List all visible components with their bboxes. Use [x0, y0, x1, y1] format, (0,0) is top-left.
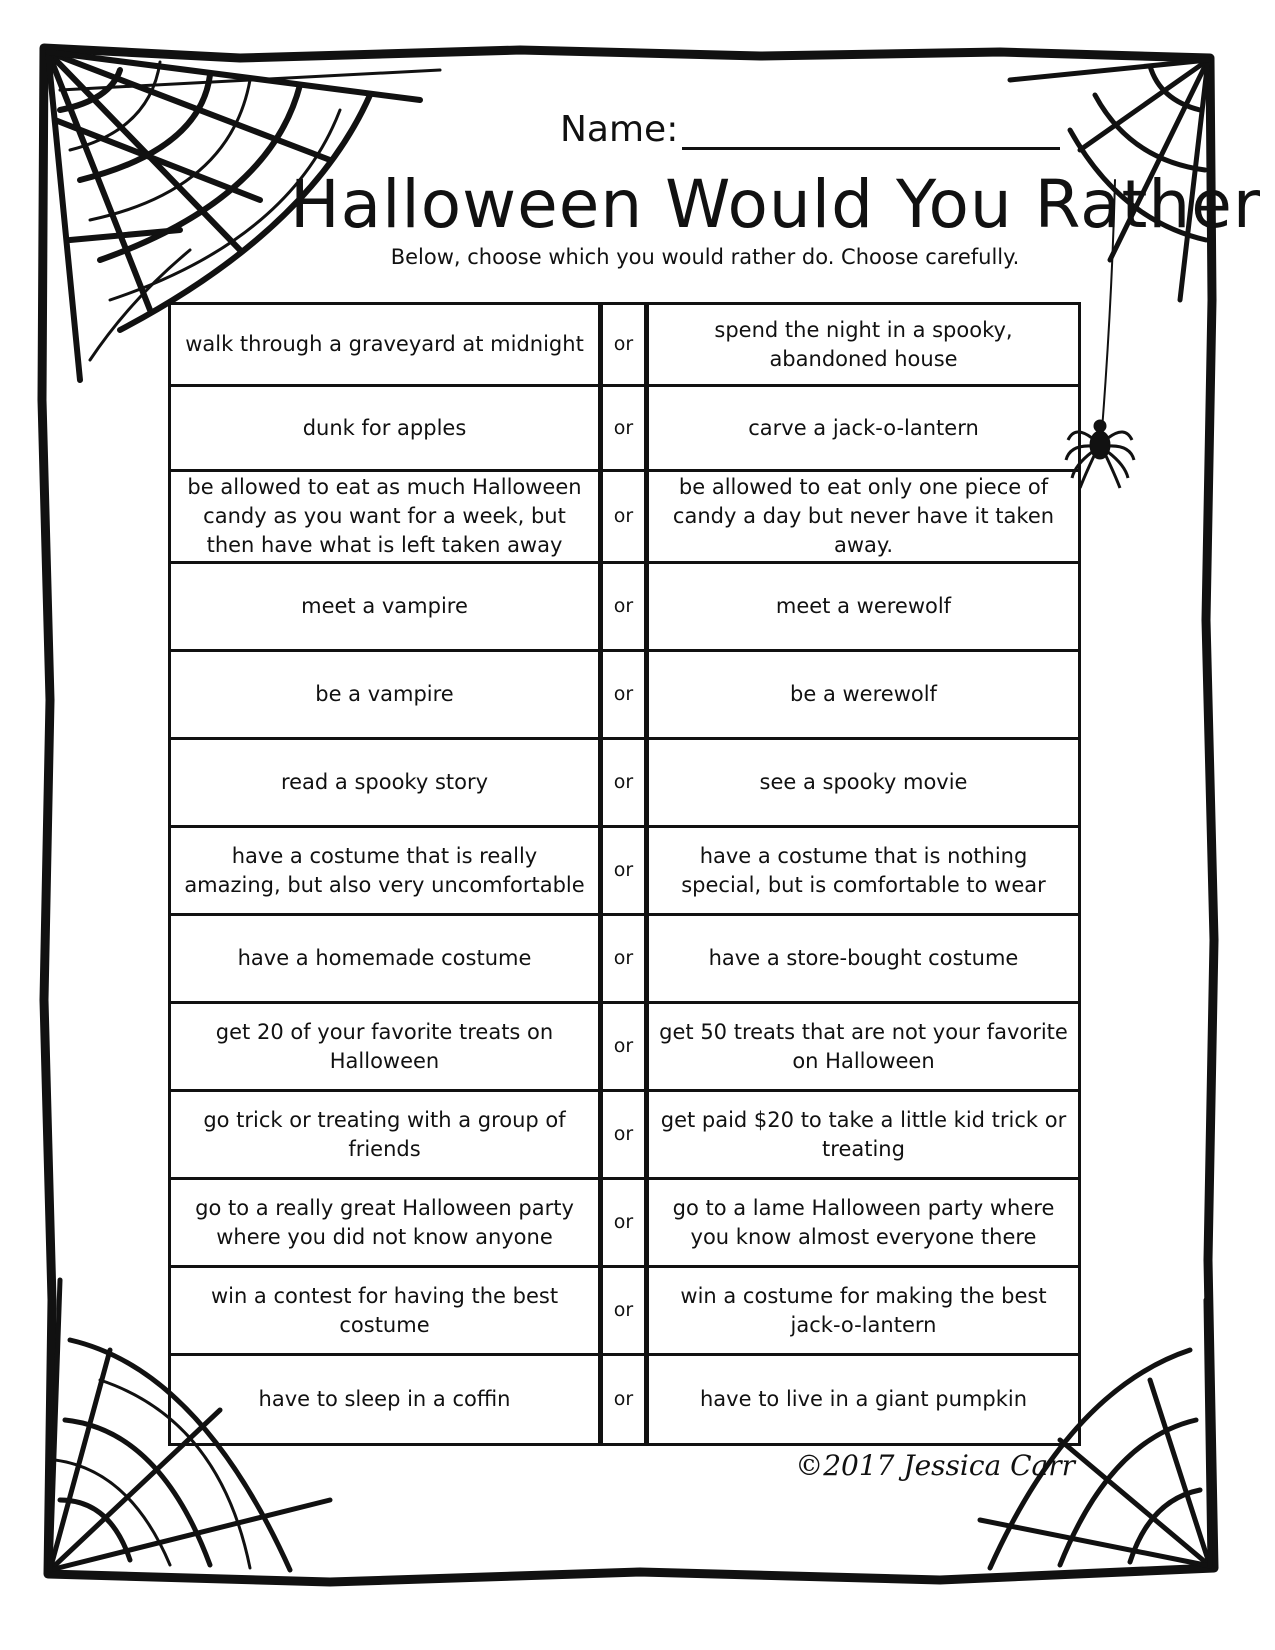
table-row [168, 916, 1081, 1004]
table-row [168, 652, 1081, 740]
name-label: Name: [560, 109, 679, 150]
or-label: or [603, 1004, 649, 1092]
option-b-cell[interactable]: be a werewolf [649, 652, 1081, 740]
or-label: or [603, 916, 649, 1004]
table-row [168, 1268, 1081, 1356]
or-label: or [603, 828, 649, 916]
table-row [168, 387, 1081, 472]
option-b-cell[interactable]: carve a jack-o-lantern [649, 387, 1081, 472]
option-a-cell[interactable]: read a spooky story [168, 740, 603, 828]
table-row [168, 564, 1081, 652]
table-row [168, 1180, 1081, 1268]
table-row [168, 1092, 1081, 1180]
or-label: or [603, 1356, 649, 1446]
option-b-cell[interactable]: get 50 treats that are not your favorite on Halloween [649, 1004, 1081, 1092]
option-b-cell[interactable]: have a costume that is nothing special, but is comfortable to wear [649, 828, 1081, 916]
table-row [168, 1356, 1081, 1446]
option-a-cell[interactable]: go trick or treating with a group of friends [168, 1092, 603, 1180]
option-b-cell[interactable]: be allowed to eat only one piece of candy a day but never have it taken away. [649, 472, 1081, 564]
option-b-cell[interactable]: see a spooky movie [649, 740, 1081, 828]
option-a-cell[interactable]: go to a really great Halloween party where you did not know anyone [168, 1180, 603, 1268]
or-label: or [603, 1180, 649, 1268]
option-a-cell[interactable]: be allowed to eat as much Halloween candy as you want for a week, but then have what is left taken away [168, 472, 603, 564]
option-b-cell[interactable]: spend the night in a spooky, abandoned house [649, 302, 1081, 387]
option-b-cell[interactable]: meet a werewolf [649, 564, 1081, 652]
option-a-cell[interactable]: have a homemade costume [168, 916, 603, 1004]
option-a-cell[interactable]: be a vampire [168, 652, 603, 740]
or-label: or [603, 472, 649, 564]
table-row [168, 828, 1081, 916]
page-title: Halloween Would You Rather [290, 166, 1261, 243]
option-a-cell[interactable]: have a costume that is really amazing, but also very uncomfortable [168, 828, 603, 916]
or-label: or [603, 740, 649, 828]
option-a-cell[interactable]: dunk for apples [168, 387, 603, 472]
choices-table [168, 302, 1081, 1446]
table-row [168, 1004, 1081, 1092]
name-field[interactable] [560, 100, 1060, 150]
option-a-cell[interactable]: have to sleep in a coffin [168, 1356, 603, 1446]
or-label: or [603, 1092, 649, 1180]
option-b-cell[interactable]: win a costume for making the best jack-o-lantern [649, 1268, 1081, 1356]
table-row [168, 302, 1081, 387]
or-label: or [603, 564, 649, 652]
option-b-cell[interactable]: go to a lame Halloween party where you know almost everyone there [649, 1180, 1081, 1268]
option-a-cell[interactable]: get 20 of your favorite treats on Halloween [168, 1004, 603, 1092]
option-a-cell[interactable]: win a contest for having the best costume [168, 1268, 603, 1356]
or-label: or [603, 387, 649, 472]
instructions: Below, choose which you would rather do. Choose carefully. [390, 245, 1020, 269]
option-b-cell[interactable]: have a store-bought costume [649, 916, 1081, 1004]
option-a-cell[interactable]: walk through a graveyard at midnight [168, 302, 603, 387]
or-label: or [603, 302, 649, 387]
or-label: or [603, 652, 649, 740]
option-a-cell[interactable]: meet a vampire [168, 564, 603, 652]
option-b-cell[interactable]: get paid $20 to take a little kid trick or treating [649, 1092, 1081, 1180]
or-label: or [603, 1268, 649, 1356]
table-row [168, 472, 1081, 564]
option-b-cell[interactable]: have to live in a giant pumpkin [649, 1356, 1081, 1446]
name-blank-line[interactable] [682, 111, 1060, 150]
table-row [168, 740, 1081, 828]
copyright-notice: ©2017 Jessica Carr [795, 1449, 1075, 1482]
